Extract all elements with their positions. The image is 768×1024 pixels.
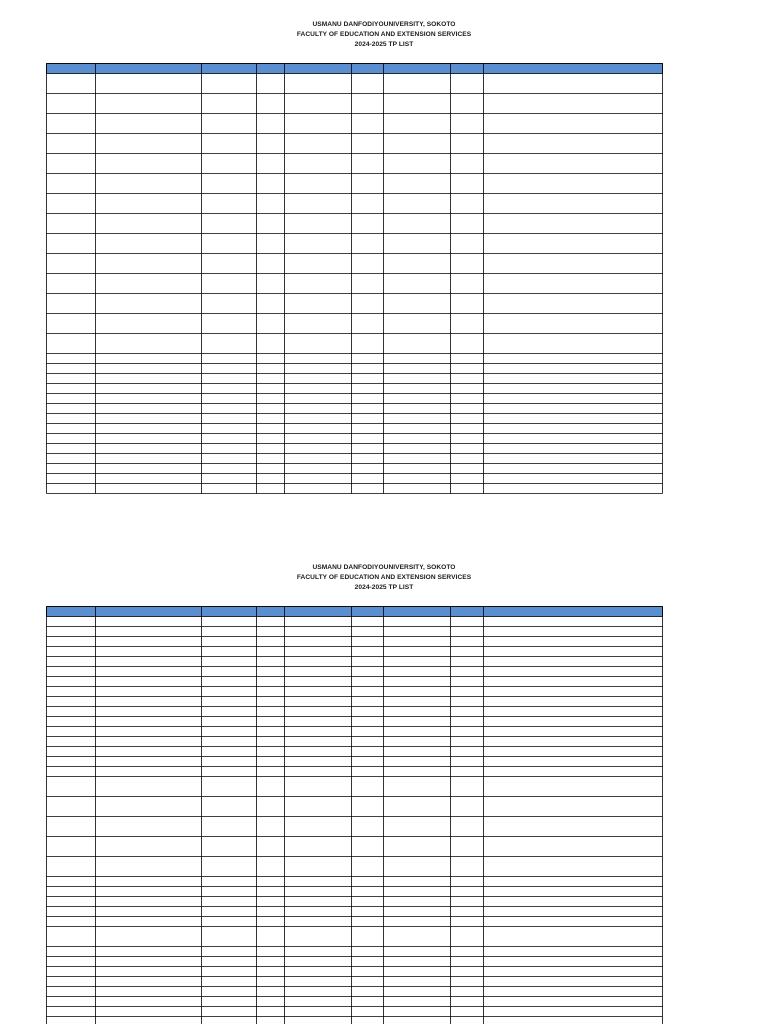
faculty-name: FACULTY OF EDUCATION AND EXTENSION SERVICES xyxy=(296,574,472,581)
list-title: 2024-2025 TP LIST xyxy=(354,41,414,48)
sheet-header-1 xyxy=(0,20,768,50)
tp-list-table-2 xyxy=(46,606,663,1024)
university-name: USMANU DANFODIYOUNIVERSITY, SOKOTO xyxy=(312,564,456,571)
faculty-name: FACULTY OF EDUCATION AND EXTENSION SERVICES xyxy=(296,31,472,38)
header-row xyxy=(47,607,663,617)
table-grid-1 xyxy=(46,63,663,494)
header-row xyxy=(47,64,663,74)
list-title: 2024-2025 TP LIST xyxy=(354,584,414,591)
table-grid-2 xyxy=(46,606,663,1024)
tp-list-table-1 xyxy=(46,63,663,494)
sheet-header-2 xyxy=(0,563,768,593)
university-name: USMANU DANFODIYOUNIVERSITY, SOKOTO xyxy=(312,21,456,28)
